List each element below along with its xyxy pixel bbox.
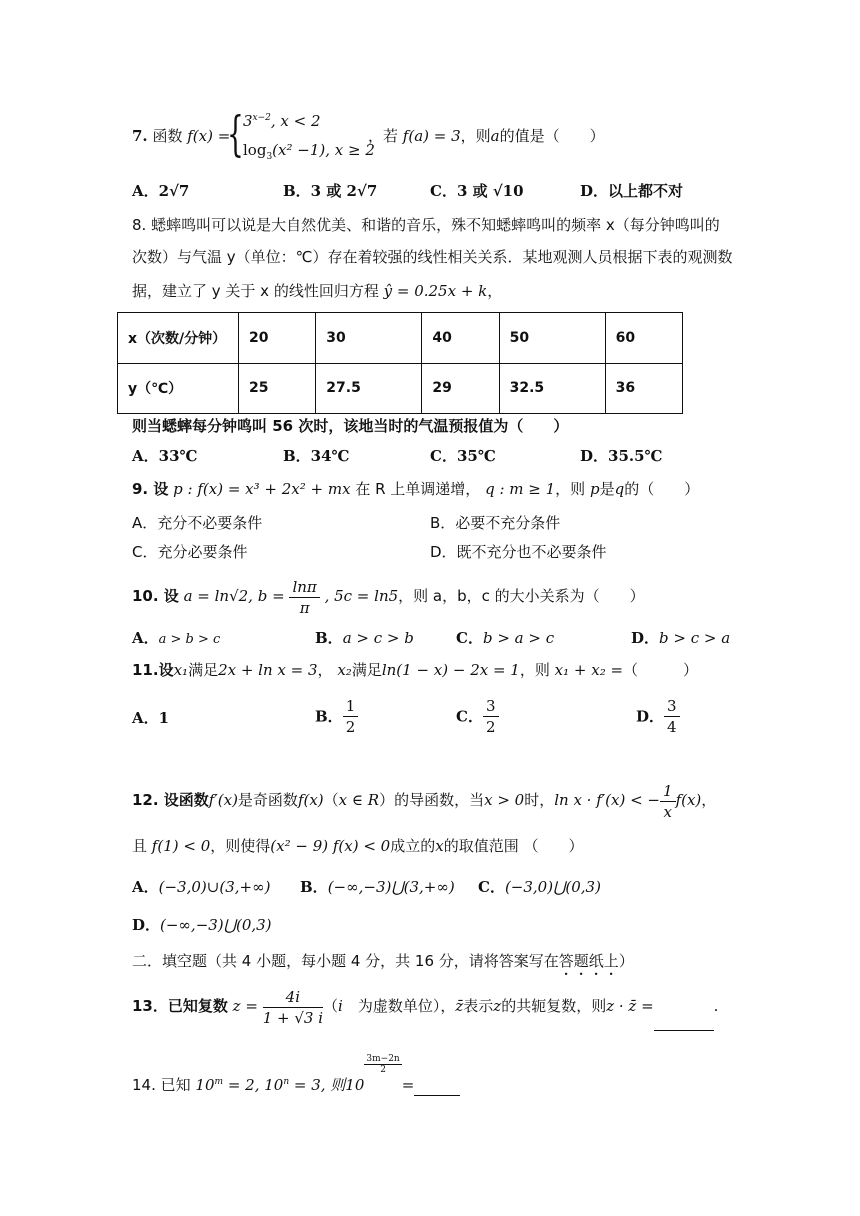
q10-option-c: C．b > a > c <box>456 629 555 647</box>
q11-fraction-b: $\frac{1}{2}$ <box>343 696 359 737</box>
q8-option-c: C．35℃ <box>430 447 496 465</box>
q9-stem: 9. 设 p : f(x) = x³ + 2x² + mx 在 R 上单调递增， q : m ≥ 1，则 p是q的（ ） <box>132 480 700 498</box>
q7-option-d: D．以上都不对 <box>580 182 684 200</box>
q10-fraction: $\frac{\ln\pi}{\pi}$ <box>289 577 319 618</box>
q11-option-b: B． $\frac{1}{2}$ <box>315 696 358 737</box>
table-cell: 36 <box>605 363 682 414</box>
q12-option-c: C．(−3,0)⋃(0,3) <box>478 878 601 896</box>
q12-stem-line1: 12. 设函数f′(x)是奇函数f(x)（x ∈ R）的导函数，当x > 0时，ln x · f′(x) < − $\frac{1}{x}$ f(x)， <box>132 781 717 821</box>
q12-stem-line2: 且 f(1) < 0，则使得(x² − 9) f(x) < 0成立的x的取值范围 （ ） <box>132 837 584 855</box>
q12-fraction: $\frac{1}{x}$ <box>660 781 676 822</box>
q7-option-a: A．2√7 <box>132 182 190 200</box>
table-cell: 32.5 <box>499 363 605 414</box>
q7-option-c: C．3 或 √10 <box>430 182 524 200</box>
q12-option-b: B．(−∞,−3)⋃(3,+∞) <box>300 878 455 896</box>
q13-stem: 13．已知复数 z = $\frac{4i}{1 + √3 i}$ （i 为虚数单位），z̄表示z的共轭复数，则z · z̄ = . <box>132 982 718 1031</box>
q8-line2: 次数）与气温 y（单位：℃）存在着较强的线性相关关系．某地观测人员根据下表的观测数 <box>132 248 733 266</box>
q13-fraction: $\frac{4i}{1 + √3 i}$ <box>262 987 324 1027</box>
table-cell: 27.5 <box>316 363 422 414</box>
section-2-heading: 二．填空题（共 4 小题，每小题 4 分，共 16 分，请将答案写在答题纸上） <box>132 952 634 970</box>
q7-case2: $\log_3(x^2 -1)$, x ≥ 2 <box>243 141 375 162</box>
q9-option-b: B．必要不充分条件 <box>430 514 561 532</box>
q12-option-a: A．(−3,0)∪(3,+∞) <box>132 878 271 896</box>
q8-line1: 8. 蟋蟀鸣叫可以说是大自然优美、和谐的音乐，殊不知蟋蟀鸣叫的频率 x（每分钟鸣叫的 <box>132 216 720 234</box>
q7-number: 7. <box>132 127 148 145</box>
q9-option-d: D．既不充分也不必要条件 <box>430 543 607 561</box>
q8-option-a: A．33℃ <box>132 447 198 465</box>
q7-option-b: B．3 或 2√7 <box>283 182 378 200</box>
q14-exponent: $\frac{3m-2n}{2}$ <box>366 1054 400 1075</box>
table-cell: 29 <box>422 363 499 414</box>
q8-after: 则当蟋蟀每分钟鸣叫 56 次时，该地当时的气温预报值为（ ） <box>132 417 569 435</box>
q9-option-a: A．充分不必要条件 <box>132 514 263 532</box>
q10-stem: 10. 设 a = ln√2, b = $\frac{\ln\pi}{\pi}$ , 5c = ln5，则 a，b，c 的大小关系为（ ） <box>132 577 645 617</box>
table-row <box>118 313 683 364</box>
q11-option-c: C． $\frac{3}{2}$ <box>456 696 499 737</box>
q8-option-b: B．34℃ <box>283 447 350 465</box>
table-cell: 25 <box>239 363 316 414</box>
q9-option-c: C．充分必要条件 <box>132 543 248 561</box>
table-row <box>118 363 683 414</box>
q7-brace: { <box>227 106 244 162</box>
table-cell: y（℃） <box>118 363 239 414</box>
q8-option-d: D．35.5℃ <box>580 447 663 465</box>
observation-table <box>117 312 683 414</box>
table-cell: 60 <box>605 313 682 364</box>
q8-line3: 据，建立了 y 关于 x 的线性回归方程 ŷ = 0.25x + k， <box>132 282 503 300</box>
table-cell: 30 <box>316 313 422 364</box>
table-cell: 20 <box>239 313 316 364</box>
q11-stem: 11.设x₁满足2x + ln x = 3， x₂满足ln(1 − x) − 2x = 1，则 x₁ + x₂ =（ ） <box>132 661 699 679</box>
q11-option-d: D． $\frac{3}{4}$ <box>636 696 680 737</box>
table-cell: 50 <box>499 313 605 364</box>
q10-option-d: D．b > c > a <box>631 629 731 647</box>
q13-answer-blank <box>654 982 714 1031</box>
q11-fraction-c: $\frac{3}{2}$ <box>483 696 499 737</box>
q11-fraction-d: $\frac{3}{4}$ <box>664 696 680 737</box>
table-cell: x（次数/分钟） <box>118 313 239 364</box>
q10-option-b: B．a > c > b <box>315 629 414 647</box>
table-cell: 40 <box>422 313 499 364</box>
q10-option-a: A．a > b > c <box>132 629 221 647</box>
q11-option-a: A．1 <box>132 709 170 727</box>
q12-option-d: D．(−∞,−3)⋃(0,3) <box>132 916 272 934</box>
q7-case1: $3^{x-2}$, x < 2 <box>243 112 321 130</box>
q14-answer-blank <box>414 1075 460 1096</box>
q14-stem: 14. 已知 $10^m = 2$, $10^n = 3$, 则10 $\frac{3m-2n}{2}$ = <box>132 1054 460 1096</box>
q7-stem-tail: ，若 f(a) = 3，则a的值是（ ） <box>368 127 605 145</box>
q7-stem: 7. 函数 f(x) = <box>132 127 231 145</box>
